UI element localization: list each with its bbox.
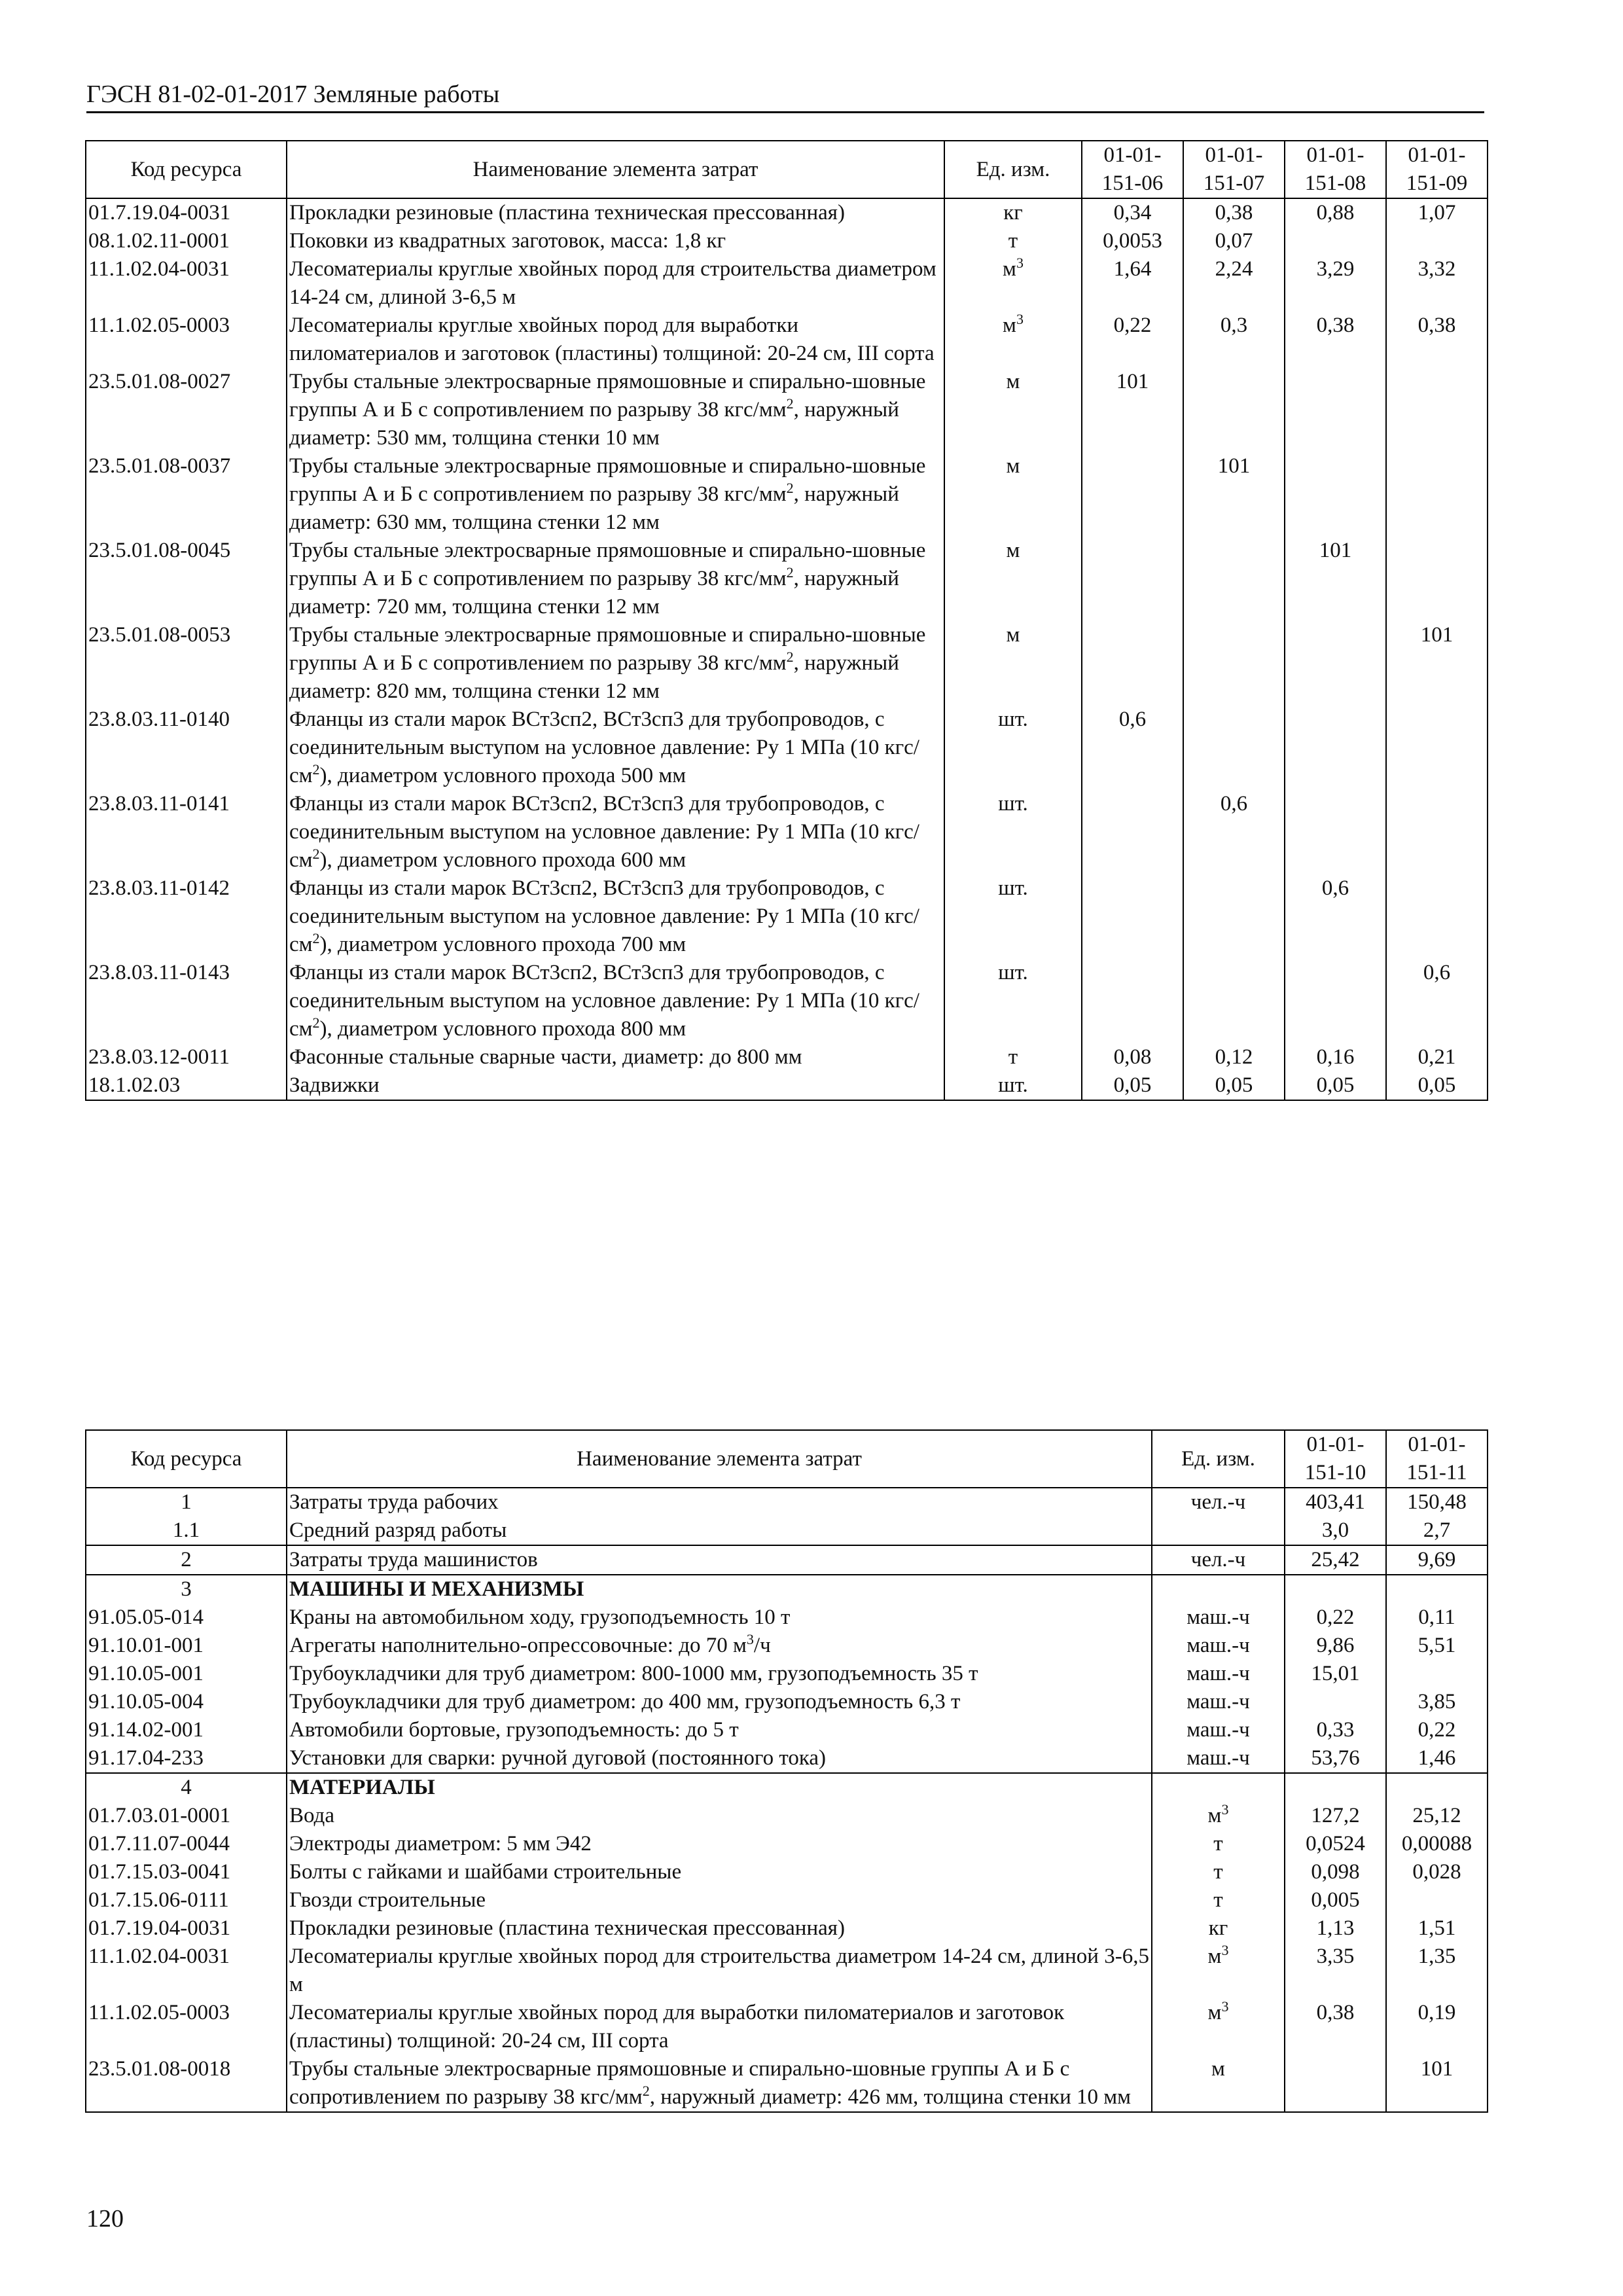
- resource-value: [1386, 227, 1488, 255]
- resource-code: 2: [86, 1545, 287, 1575]
- resource-value: 0,05: [1386, 1071, 1488, 1100]
- resource-value: 0,3: [1183, 312, 1285, 368]
- resource-value: 0,11: [1386, 1604, 1488, 1632]
- resource-unit: шт.: [944, 790, 1082, 874]
- resource-unit: т: [1152, 1830, 1285, 1858]
- resource-value: 0,21: [1386, 1043, 1488, 1071]
- resource-value: 0,38: [1386, 312, 1488, 368]
- header-col-10: 01-01-151-10: [1285, 1430, 1386, 1488]
- resource-value: [1386, 790, 1488, 874]
- resource-code: 11.1.02.05-0003: [86, 1999, 287, 2055]
- resource-name: МАТЕРИАЛЫ: [287, 1773, 1152, 1802]
- resource-unit: шт.: [944, 959, 1082, 1043]
- resource-value: 53,76: [1285, 1744, 1386, 1773]
- table-header-row: [86, 141, 1488, 198]
- resource-code: 23.5.01.08-0027: [86, 368, 287, 452]
- table-row: [86, 1744, 1488, 1773]
- resource-name: Трубы стальные электросварные прямошовные и спирально-шовные группы А и Б с сопротивлением по разрыву 38 кгс/$мм^2$, наружный диаметр: 530 мм, толщина стенки 10 мм: [287, 368, 944, 452]
- resource-value: [1285, 1773, 1386, 1802]
- resource-value: [1285, 227, 1386, 255]
- table-row: [86, 790, 1488, 874]
- resource-code: 23.8.03.11-0143: [86, 959, 287, 1043]
- resource-table-2: [85, 1429, 1488, 2113]
- resource-code: 1.1: [86, 1516, 287, 1545]
- resource-value: [1082, 959, 1183, 1043]
- resource-value: [1285, 959, 1386, 1043]
- resource-unit: $м^3$: [1152, 1999, 1285, 2055]
- resource-code: 23.8.03.11-0140: [86, 706, 287, 790]
- resource-code: 23.5.01.08-0037: [86, 452, 287, 537]
- resource-unit: шт.: [944, 874, 1082, 959]
- resource-code: 18.1.02.03: [86, 1071, 287, 1100]
- table-row: [86, 706, 1488, 790]
- resource-value: [1386, 368, 1488, 452]
- resource-name: Фланцы из стали марок ВСт3сп2, ВСт3сп3 для трубопроводов, с соединительным выступом на условное давление: Ру 1 МПа (10 кгс/$см^2$), диаметром условного прохода 700 мм: [287, 874, 944, 959]
- table-row: [86, 1858, 1488, 1886]
- resource-value: 3,29: [1285, 255, 1386, 312]
- resource-value: 101: [1285, 537, 1386, 621]
- resource-code: 08.1.02.11-0001: [86, 227, 287, 255]
- table-row: [86, 255, 1488, 312]
- resource-name: Задвижки: [287, 1071, 944, 1100]
- resource-value: 0,38: [1285, 312, 1386, 368]
- resource-unit: м: [944, 452, 1082, 537]
- resource-name: Трубы стальные электросварные прямошовные и спирально-шовные группы А и Б с сопротивлением по разрыву 38 кгс/$мм^2$, наружный диаметр: 720 мм, толщина стенки 12 мм: [287, 537, 944, 621]
- table-row: [86, 1516, 1488, 1545]
- resource-value: 0,6: [1183, 790, 1285, 874]
- resource-unit: т: [1152, 1886, 1285, 1914]
- resource-name: Автомобили бортовые, грузоподъемность: до 5 т: [287, 1716, 1152, 1744]
- resource-value: 0,098: [1285, 1858, 1386, 1886]
- resource-value: 1,46: [1386, 1744, 1488, 1773]
- resource-code: 23.8.03.12-0011: [86, 1043, 287, 1071]
- resource-code: 4: [86, 1773, 287, 1802]
- resource-code: 1: [86, 1488, 287, 1516]
- resource-value: [1082, 874, 1183, 959]
- resource-value: [1386, 1575, 1488, 1604]
- resource-value: 0,05: [1082, 1071, 1183, 1100]
- resource-value: [1285, 1575, 1386, 1604]
- resource-value: 0,08: [1082, 1043, 1183, 1071]
- header-code: Код ресурса: [86, 1430, 287, 1488]
- resource-value: [1082, 452, 1183, 537]
- resource-value: 25,42: [1285, 1545, 1386, 1575]
- resource-name: Средний разряд работы: [287, 1516, 1152, 1545]
- resource-unit: маш.-ч: [1152, 1660, 1285, 1688]
- resource-value: [1386, 1660, 1488, 1688]
- resource-unit: шт.: [944, 1071, 1082, 1100]
- resource-value: 1,13: [1285, 1914, 1386, 1943]
- resource-value: [1082, 790, 1183, 874]
- resource-value: 0,6: [1082, 706, 1183, 790]
- table-row: [86, 1488, 1488, 1516]
- table-row: [86, 537, 1488, 621]
- resource-value: 150,48: [1386, 1488, 1488, 1516]
- resource-code: 01.7.19.04-0031: [86, 198, 287, 227]
- resource-code: 11.1.02.05-0003: [86, 312, 287, 368]
- resource-value: 0,05: [1183, 1071, 1285, 1100]
- resource-code: 91.10.05-001: [86, 1660, 287, 1688]
- header-col-06: 01-01-151-06: [1082, 141, 1183, 198]
- table-row: [86, 227, 1488, 255]
- resource-name: Фланцы из стали марок ВСт3сп2, ВСт3сп3 для трубопроводов, с соединительным выступом на условное давление: Ру 1 МПа (10 кгс/$см^2$), диаметром условного прохода 600 мм: [287, 790, 944, 874]
- table-row: [86, 312, 1488, 368]
- resource-value: 0,00088: [1386, 1830, 1488, 1858]
- resource-value: 1,51: [1386, 1914, 1488, 1943]
- resource-value: 3,0: [1285, 1516, 1386, 1545]
- resource-value: 3,32: [1386, 255, 1488, 312]
- resource-value: 101: [1082, 368, 1183, 452]
- resource-value: 0,22: [1386, 1716, 1488, 1744]
- resource-value: [1082, 537, 1183, 621]
- header-name: Наименование элемента затрат: [287, 141, 944, 198]
- table-row: [86, 1632, 1488, 1660]
- resource-name: Трубы стальные электросварные прямошовные и спирально-шовные группы А и Б с сопротивлением по разрыву 38 кгс/$мм^2$, наружный диаметр: 426 мм, толщина стенки 10 мм: [287, 2055, 1152, 2112]
- resource-code: 91.14.02-001: [86, 1716, 287, 1744]
- header-col-07: 01-01-151-07: [1183, 141, 1285, 198]
- resource-code: 23.5.01.08-0018: [86, 2055, 287, 2112]
- resource-name: Фланцы из стали марок ВСт3сп2, ВСт3сп3 для трубопроводов, с соединительным выступом на условное давление: Ру 1 МПа (10 кгс/$см^2$), диаметром условного прохода 500 мм: [287, 706, 944, 790]
- resource-value: 0,38: [1285, 1999, 1386, 2055]
- resource-value: [1386, 706, 1488, 790]
- resource-name: Трубоукладчики для труб диаметром: до 400 мм, грузоподъемность 6,3 т: [287, 1688, 1152, 1716]
- resource-unit: $м^3$: [1152, 1943, 1285, 1999]
- resource-code: 23.8.03.11-0142: [86, 874, 287, 959]
- resource-value: [1183, 959, 1285, 1043]
- resource-value: 0,22: [1082, 312, 1183, 368]
- resource-table-1: [85, 140, 1488, 1101]
- resource-value: 9,86: [1285, 1632, 1386, 1660]
- resource-value: 0,0524: [1285, 1830, 1386, 1858]
- resource-name: Трубы стальные электросварные прямошовные и спирально-шовные группы А и Б с сопротивлением по разрыву 38 кгс/$мм^2$, наружный диаметр: 820 мм, толщина стенки 12 мм: [287, 621, 944, 706]
- table-row: [86, 1914, 1488, 1943]
- resource-name: Фасонные стальные сварные части, диаметр: до 800 мм: [287, 1043, 944, 1071]
- resource-unit: маш.-ч: [1152, 1604, 1285, 1632]
- table-row: [86, 1943, 1488, 1999]
- resource-code: 01.7.15.06-0111: [86, 1886, 287, 1914]
- resource-unit: кг: [944, 198, 1082, 227]
- resource-unit: маш.-ч: [1152, 1716, 1285, 1744]
- resource-code: 23.5.01.08-0045: [86, 537, 287, 621]
- resource-value: [1386, 1886, 1488, 1914]
- page-number: 120: [86, 2205, 124, 2233]
- resource-value: [1183, 537, 1285, 621]
- resource-value: [1285, 452, 1386, 537]
- resource-unit: маш.-ч: [1152, 1688, 1285, 1716]
- resource-value: 101: [1386, 2055, 1488, 2112]
- resource-value: [1386, 1773, 1488, 1802]
- document-title: ГЭСН 81-02-01-2017 Земляные работы: [86, 81, 500, 108]
- resource-value: 1,64: [1082, 255, 1183, 312]
- table-row: [86, 1545, 1488, 1575]
- resource-value: [1183, 621, 1285, 706]
- resource-unit: $м^3$: [944, 312, 1082, 368]
- resource-value: 3,35: [1285, 1943, 1386, 1999]
- resource-value: 9,69: [1386, 1545, 1488, 1575]
- resource-unit: кг: [1152, 1914, 1285, 1943]
- resource-value: [1386, 452, 1488, 537]
- resource-unit: т: [944, 227, 1082, 255]
- resource-value: 1,07: [1386, 198, 1488, 227]
- resource-value: [1285, 1688, 1386, 1716]
- table-row: [86, 874, 1488, 959]
- resource-value: 1,35: [1386, 1943, 1488, 1999]
- header-col-08: 01-01-151-08: [1285, 141, 1386, 198]
- resource-name: Фланцы из стали марок ВСт3сп2, ВСт3сп3 для трубопроводов, с соединительным выступом на условное давление: Ру 1 МПа (10 кгс/$см^2$), диаметром условного прохода 800 мм: [287, 959, 944, 1043]
- resource-name: Лесоматериалы круглые хвойных пород для выработки пиломатериалов и заготовок (пластины) толщиной: 20-24 см, III сорта: [287, 1999, 1152, 2055]
- resource-value: [1082, 621, 1183, 706]
- resource-code: 11.1.02.04-0031: [86, 1943, 287, 1999]
- header-code: Код ресурса: [86, 141, 287, 198]
- resource-value: [1183, 874, 1285, 959]
- resource-value: [1386, 537, 1488, 621]
- resource-name: Электроды диаметром: 5 мм Э42: [287, 1830, 1152, 1858]
- resource-name: Лесоматериалы круглые хвойных пород для выработки пиломатериалов и заготовок (пластины) толщиной: 20-24 см, III сорта: [287, 312, 944, 368]
- resource-value: 101: [1386, 621, 1488, 706]
- resource-value: 15,01: [1285, 1660, 1386, 1688]
- resource-unit: [1152, 1516, 1285, 1545]
- resource-value: 0,12: [1183, 1043, 1285, 1071]
- table-header-row: [86, 1430, 1488, 1488]
- resource-value: [1285, 368, 1386, 452]
- resource-value: 127,2: [1285, 1802, 1386, 1830]
- resource-unit: маш.-ч: [1152, 1744, 1285, 1773]
- resource-unit: $м^3$: [1152, 1802, 1285, 1830]
- resource-unit: маш.-ч: [1152, 1632, 1285, 1660]
- resource-value: [1285, 790, 1386, 874]
- resource-value: 0,22: [1285, 1604, 1386, 1632]
- resource-value: 0,6: [1386, 959, 1488, 1043]
- resource-value: [1285, 621, 1386, 706]
- resource-name: Установки для сварки: ручной дуговой (постоянного тока): [287, 1744, 1152, 1773]
- resource-name: Лесоматериалы круглые хвойных пород для строительства диаметром 14-24 см, длиной 3-6,5 м: [287, 255, 944, 312]
- resource-value: 0,88: [1285, 198, 1386, 227]
- resource-code: 23.5.01.08-0053: [86, 621, 287, 706]
- resource-value: [1183, 368, 1285, 452]
- header-col-11: 01-01-151-11: [1386, 1430, 1488, 1488]
- resource-code: 01.7.15.03-0041: [86, 1858, 287, 1886]
- table-row: [86, 1802, 1488, 1830]
- resource-code: 01.7.19.04-0031: [86, 1914, 287, 1943]
- resource-unit: м: [1152, 2055, 1285, 2112]
- resource-code: 91.10.05-004: [86, 1688, 287, 1716]
- resource-unit: м: [944, 621, 1082, 706]
- resource-unit: шт.: [944, 706, 1082, 790]
- table-row: [86, 1575, 1488, 1604]
- resource-unit: т: [1152, 1858, 1285, 1886]
- table-row: [86, 368, 1488, 452]
- resource-name: МАШИНЫ И МЕХАНИЗМЫ: [287, 1575, 1152, 1604]
- resource-value: 0,38: [1183, 198, 1285, 227]
- table-row: [86, 1886, 1488, 1914]
- resource-code: 91.10.01-001: [86, 1632, 287, 1660]
- table-row: [86, 2055, 1488, 2112]
- header-unit: Ед. изм.: [944, 141, 1082, 198]
- resource-value: [1285, 2055, 1386, 2112]
- resource-name: Затраты труда рабочих: [287, 1488, 1152, 1516]
- resource-name: Агрегаты наполнительно-опрессовочные: до 70 $м^3/ч$: [287, 1632, 1152, 1660]
- resource-value: 0,16: [1285, 1043, 1386, 1071]
- resource-value: 0,34: [1082, 198, 1183, 227]
- resource-name: Поковки из квадратных заготовок, масса: 1,8 кг: [287, 227, 944, 255]
- page-header: [86, 77, 1484, 113]
- resource-unit: м: [944, 537, 1082, 621]
- table-row: [86, 1071, 1488, 1100]
- resource-code: 3: [86, 1575, 287, 1604]
- resource-name: Трубоукладчики для труб диаметром: 800-1000 мм, грузоподъемность 35 т: [287, 1660, 1152, 1688]
- table-row: [86, 1660, 1488, 1688]
- resource-name: Затраты труда машинистов: [287, 1545, 1152, 1575]
- resource-value: 0,07: [1183, 227, 1285, 255]
- table-row: [86, 959, 1488, 1043]
- resource-code: 11.1.02.04-0031: [86, 255, 287, 312]
- resource-name: Болты с гайками и шайбами строительные: [287, 1858, 1152, 1886]
- resource-value: [1285, 706, 1386, 790]
- resource-name: Вода: [287, 1802, 1152, 1830]
- table-row: [86, 1830, 1488, 1858]
- resource-code: 01.7.03.01-0001: [86, 1802, 287, 1830]
- table-row: [86, 1043, 1488, 1071]
- table-row: [86, 1688, 1488, 1716]
- resource-unit: [1152, 1575, 1285, 1604]
- resource-name: Трубы стальные электросварные прямошовные и спирально-шовные группы А и Б с сопротивлением по разрыву 38 кгс/$мм^2$, наружный диаметр: 630 мм, толщина стенки 12 мм: [287, 452, 944, 537]
- resource-value: 5,51: [1386, 1632, 1488, 1660]
- resource-value: 0,6: [1285, 874, 1386, 959]
- header-col-09: 01-01-151-09: [1386, 141, 1488, 198]
- resource-value: 403,41: [1285, 1488, 1386, 1516]
- table-row: [86, 1773, 1488, 1802]
- table-row: [86, 198, 1488, 227]
- resource-value: 0,028: [1386, 1858, 1488, 1886]
- resource-value: 0,33: [1285, 1716, 1386, 1744]
- resource-name: Краны на автомобильном ходу, грузоподъемность 10 т: [287, 1604, 1152, 1632]
- resource-code: 91.17.04-233: [86, 1744, 287, 1773]
- resource-unit: м: [944, 368, 1082, 452]
- resource-value: 0,0053: [1082, 227, 1183, 255]
- resource-value: 0,005: [1285, 1886, 1386, 1914]
- resource-name: Гвозди строительные: [287, 1886, 1152, 1914]
- resource-unit: [1152, 1773, 1285, 1802]
- resource-unit: т: [944, 1043, 1082, 1071]
- resource-value: 2,7: [1386, 1516, 1488, 1545]
- table-row: [86, 621, 1488, 706]
- table-row: [86, 1999, 1488, 2055]
- resource-code: 01.7.11.07-0044: [86, 1830, 287, 1858]
- resource-value: [1183, 706, 1285, 790]
- resource-code: 91.05.05-014: [86, 1604, 287, 1632]
- resource-name: Лесоматериалы круглые хвойных пород для строительства диаметром 14-24 см, длиной 3-6,5 м: [287, 1943, 1152, 1999]
- resource-value: 0,19: [1386, 1999, 1488, 2055]
- resource-name: Прокладки резиновые (пластина техническая прессованная): [287, 198, 944, 227]
- resource-value: 3,85: [1386, 1688, 1488, 1716]
- table-row: [86, 452, 1488, 537]
- resource-value: 2,24: [1183, 255, 1285, 312]
- header-unit: Ед. изм.: [1152, 1430, 1285, 1488]
- resource-value: [1386, 874, 1488, 959]
- resource-name: Прокладки резиновые (пластина техническая прессованная): [287, 1914, 1152, 1943]
- table-row: [86, 1604, 1488, 1632]
- resource-value: 25,12: [1386, 1802, 1488, 1830]
- table-row: [86, 1716, 1488, 1744]
- resource-unit: чел.-ч: [1152, 1488, 1285, 1516]
- resource-value: 101: [1183, 452, 1285, 537]
- header-name: Наименование элемента затрат: [287, 1430, 1152, 1488]
- resource-code: 23.8.03.11-0141: [86, 790, 287, 874]
- resource-unit: чел.-ч: [1152, 1545, 1285, 1575]
- resource-value: 0,05: [1285, 1071, 1386, 1100]
- resource-unit: $м^3$: [944, 255, 1082, 312]
